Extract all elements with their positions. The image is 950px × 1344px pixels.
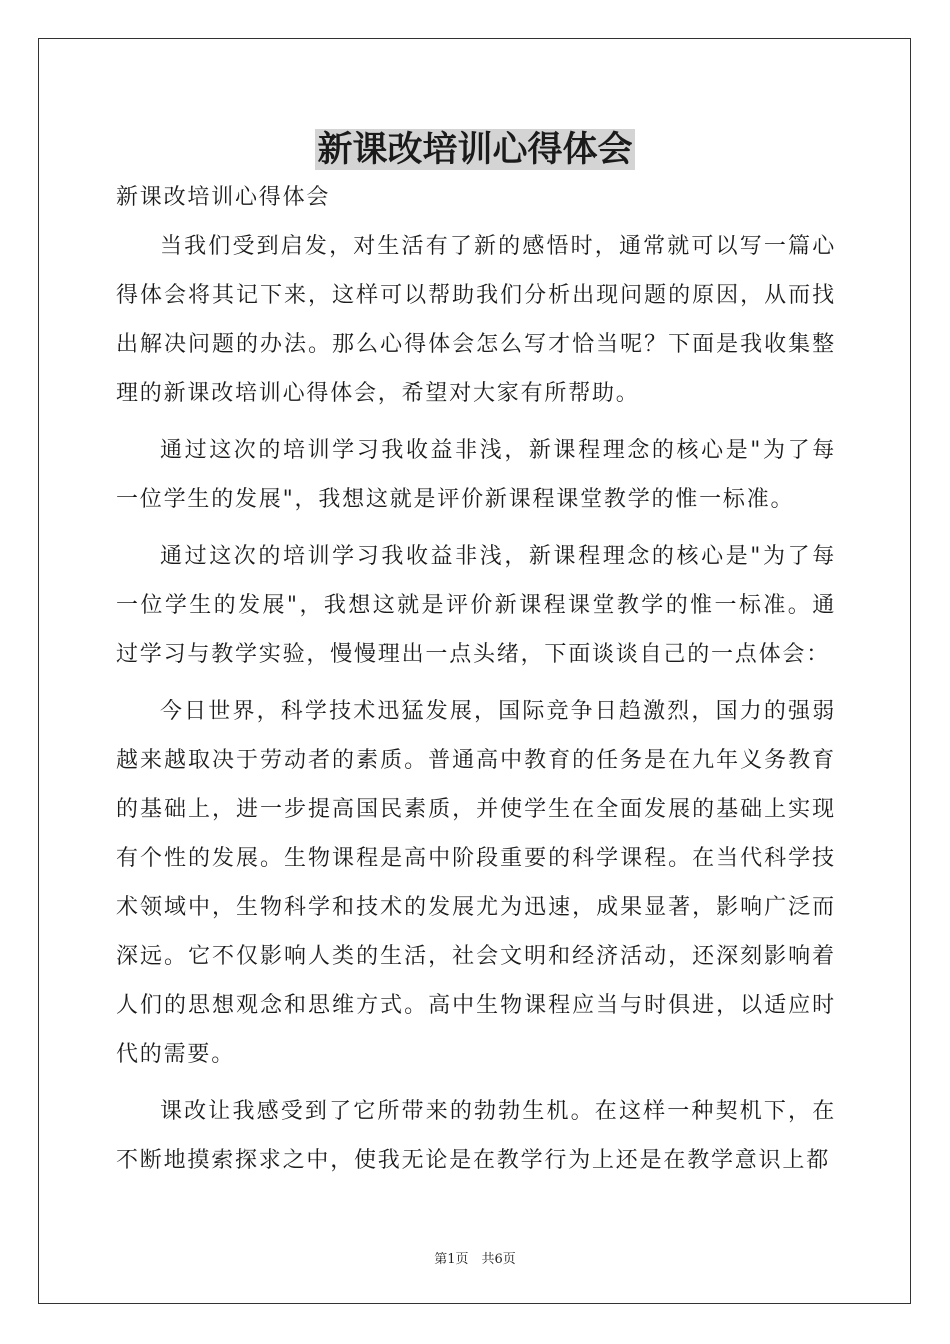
page-footer: 第1页 共6页 [434,1252,516,1267]
paragraph-4: 今日世界，科学技术迅猛发展，国际竞争日趋激烈，国力的强弱越来越取决于劳动者的素质。普通高中教育的任务是在九年义务教育的基础上，进一步提高国民素质，并使学生在全面发展的基础上实现有个性的发展。生物课程是高中阶段重要的科学课程。在当代科学技术领域中，生物科学和技术的发展尤为迅速，成果显著，影响广泛而深远。它不仅影响人类的生活，社会文明和经济活动，还深刻影响着人们的思想观念和思维方式。高中生物课程应当与时俱进，以适应时代的需要。 [116,699,836,1067]
paragraph-5: 课改让我感受到了它所带来的勃勃生机。在这样一种契机下，在不断地摸索探求之中，使我无论是在教学行为上还是在教学意识上都 [116,1099,836,1173]
paragraph-3: 通过这次的培训学习我收益非浅，新课程理念的核心是"为了每一位学生的发展"，我想这就是评价新课程课堂教学的惟一标准。通过学习与教学实验，慢慢理出一点头绪，下面谈谈自己的一点体会： [116,544,836,667]
paragraph-2: 通过这次的培训学习我收益非浅，新课程理念的核心是"为了每一位学生的发展"，我想这就是评价新课程课堂教学的惟一标准。 [116,438,836,512]
document-subtitle: 新课改培训心得体会 [116,185,331,210]
document-title-text: 新课改培训心得体会 [317,129,633,170]
document-title [0,122,950,178]
document-body [116,173,836,1193]
paragraph-1: 当我们受到启发，对生活有了新的感悟时，通常就可以写一篇心得体会将其记下来，这样可以帮助我们分析出现问题的原因，从而找出解决问题的办法。那么心得体会怎么写才恰当呢？下面是我收集整理的新课改培训心得体会，希望对大家有所帮助。 [116,234,836,406]
